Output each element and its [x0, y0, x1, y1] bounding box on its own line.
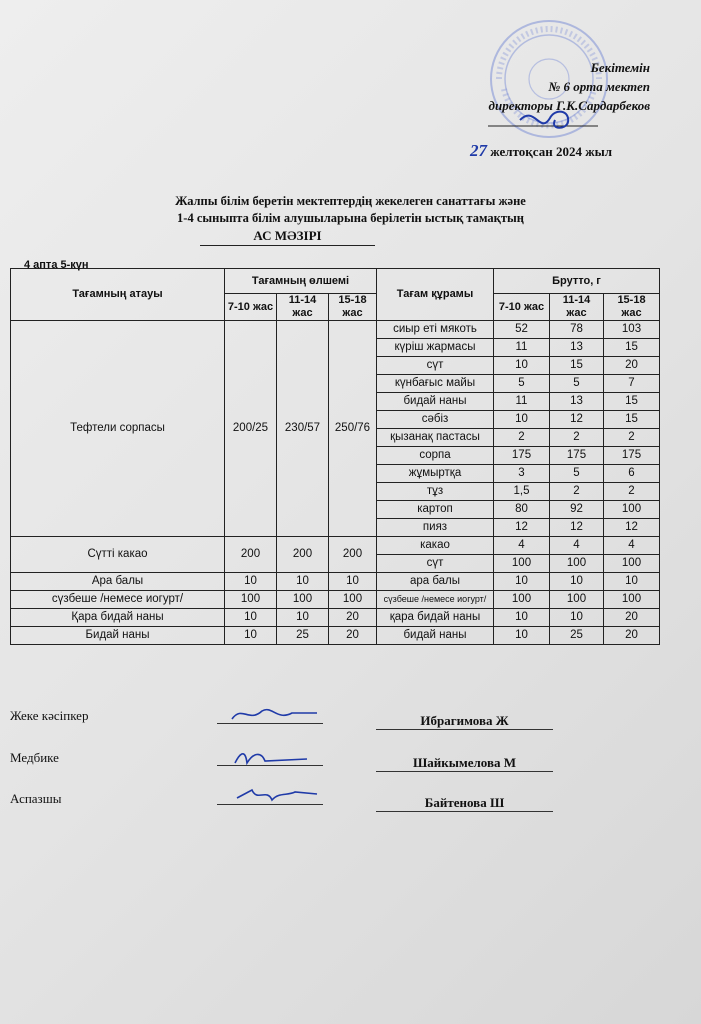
brutto-7-10-cell: 100	[494, 591, 550, 609]
brutto-11-14-cell: 10	[550, 609, 604, 627]
ingredient-cell: жұмыртқа	[377, 465, 494, 483]
header-portion-age-11-14: 11-14 жас	[277, 294, 329, 321]
ingredient-cell: бидай наны	[377, 627, 494, 645]
header-composition: Тағам құрамы	[377, 269, 494, 321]
portion-11-14-cell: 100	[277, 591, 329, 609]
portion-15-18-cell: 100	[329, 591, 377, 609]
brutto-7-10-cell: 11	[494, 339, 550, 357]
signature-name-3: Байтенова Ш	[376, 795, 553, 812]
portion-7-10-cell: 200/25	[225, 321, 277, 537]
brutto-11-14-cell: 100	[550, 591, 604, 609]
brutto-15-18-cell: 2	[604, 429, 660, 447]
brutto-7-10-cell: 11	[494, 393, 550, 411]
brutto-15-18-cell: 103	[604, 321, 660, 339]
approval-school: № 6 орта мектеп	[548, 79, 650, 94]
brutto-11-14-cell: 10	[550, 573, 604, 591]
brutto-15-18-cell: 100	[604, 591, 660, 609]
brutto-11-14-cell: 13	[550, 393, 604, 411]
portion-11-14-cell: 200	[277, 537, 329, 573]
portion-11-14-cell: 10	[277, 573, 329, 591]
portion-11-14-cell: 230/57	[277, 321, 329, 537]
brutto-7-10-cell: 3	[494, 465, 550, 483]
approval-date-rest: желтоқсан 2024 жыл	[490, 144, 613, 159]
brutto-7-10-cell: 12	[494, 519, 550, 537]
brutto-15-18-cell: 15	[604, 339, 660, 357]
brutto-7-10-cell: 52	[494, 321, 550, 339]
ingredient-cell: сорпа	[377, 447, 494, 465]
ingredient-cell: сиыр еті мякоть	[377, 321, 494, 339]
ingredient-cell: пияз	[377, 519, 494, 537]
brutto-11-14-cell: 12	[550, 519, 604, 537]
signature-name-1: Ибрагимова Ж	[376, 713, 553, 730]
ingredient-cell: қызанақ пастасы	[377, 429, 494, 447]
table-row	[11, 537, 660, 555]
signature-role-1: Жеке кәсіпкер	[10, 708, 89, 723]
brutto-7-10-cell: 80	[494, 501, 550, 519]
brutto-15-18-cell: 2	[604, 483, 660, 501]
dish-name-cell: Сүтті какао	[11, 537, 225, 573]
brutto-7-10-cell: 10	[494, 357, 550, 375]
brutto-15-18-cell: 15	[604, 411, 660, 429]
signature-role-2: Медбике	[10, 750, 59, 765]
signature-line-2	[217, 745, 323, 766]
dish-name-cell: Тефтели сорпасы	[11, 321, 225, 537]
ingredient-cell: какао	[377, 537, 494, 555]
week-label: 4 апта 5-күн	[24, 259, 89, 271]
portion-11-14-cell: 10	[277, 609, 329, 627]
brutto-7-10-cell: 10	[494, 573, 550, 591]
portion-7-10-cell: 10	[225, 573, 277, 591]
brutto-11-14-cell: 175	[550, 447, 604, 465]
table-row	[11, 321, 660, 339]
signature-scribble-2	[217, 745, 323, 767]
brutto-15-18-cell: 20	[604, 627, 660, 645]
brutto-15-18-cell: 100	[604, 501, 660, 519]
brutto-11-14-cell: 5	[550, 375, 604, 393]
portion-15-18-cell: 20	[329, 609, 377, 627]
ingredient-cell: күріш жармасы	[377, 339, 494, 357]
signature-scribble-3	[217, 784, 323, 806]
dish-name-cell: сүзбеше /немесе иогурт/	[11, 591, 225, 609]
brutto-7-10-cell: 1,5	[494, 483, 550, 501]
portion-7-10-cell: 10	[225, 609, 277, 627]
brutto-11-14-cell: 4	[550, 537, 604, 555]
brutto-7-10-cell: 175	[494, 447, 550, 465]
header-brutto-age-7-10: 7-10 жас	[494, 294, 550, 321]
brutto-15-18-cell: 7	[604, 375, 660, 393]
brutto-11-14-cell: 100	[550, 555, 604, 573]
ingredient-cell: сүзбеше /немесе иогурт/	[377, 591, 494, 609]
header-dish-name: Тағамның атауы	[11, 269, 225, 321]
signature-scribble-1	[217, 703, 323, 725]
portion-15-18-cell: 250/76	[329, 321, 377, 537]
brutto-7-10-cell: 10	[494, 411, 550, 429]
brutto-15-18-cell: 20	[604, 609, 660, 627]
ingredient-cell: қара бидай наны	[377, 609, 494, 627]
ingredient-cell: бидай наны	[377, 393, 494, 411]
brutto-11-14-cell: 2	[550, 429, 604, 447]
heading-line-2: 1-4 сыныпта білім алушыларына берілетін ыстық тамақтың	[177, 211, 524, 225]
portion-7-10-cell: 10	[225, 627, 277, 645]
header-brutto: Брутто, г	[494, 269, 660, 294]
brutto-15-18-cell: 175	[604, 447, 660, 465]
portion-15-18-cell: 10	[329, 573, 377, 591]
header-portion: Тағамның өлшемі	[225, 269, 377, 294]
brutto-11-14-cell: 12	[550, 411, 604, 429]
brutto-15-18-cell: 100	[604, 555, 660, 573]
signature-role-3: Аспазшы	[10, 791, 62, 806]
heading-line-1: Жалпы білім беретін мектептердің жекелеген санаттағы және	[175, 194, 526, 208]
table-row	[11, 627, 660, 645]
dish-name-cell: Қара бидай наны	[11, 609, 225, 627]
signature-name-2: Шайкымелова М	[376, 755, 553, 772]
menu-table-body	[11, 321, 660, 645]
signature-line-1	[217, 703, 323, 724]
ingredient-cell: ара балы	[377, 573, 494, 591]
brutto-11-14-cell: 25	[550, 627, 604, 645]
brutto-7-10-cell: 10	[494, 627, 550, 645]
ingredient-cell: сәбіз	[377, 411, 494, 429]
dish-name-cell: Бидай наны	[11, 627, 225, 645]
portion-7-10-cell: 100	[225, 591, 277, 609]
brutto-11-14-cell: 92	[550, 501, 604, 519]
approval-director: директоры Г.К.Сардарбеков	[488, 98, 650, 113]
ingredient-cell: сүт	[377, 357, 494, 375]
brutto-7-10-cell: 10	[494, 609, 550, 627]
approval-date-day: 27	[470, 141, 487, 160]
table-row	[11, 591, 660, 609]
brutto-7-10-cell: 100	[494, 555, 550, 573]
table-row	[11, 573, 660, 591]
ingredient-cell: сүт	[377, 555, 494, 573]
director-signature	[480, 100, 610, 140]
brutto-15-18-cell: 6	[604, 465, 660, 483]
brutto-15-18-cell: 12	[604, 519, 660, 537]
header-portion-age-7-10: 7-10 жас	[225, 294, 277, 321]
ingredient-cell: күнбағыс майы	[377, 375, 494, 393]
header-portion-age-15-18: 15-18 жас	[329, 294, 377, 321]
brutto-11-14-cell: 15	[550, 357, 604, 375]
menu-table	[10, 268, 660, 645]
brutto-11-14-cell: 2	[550, 483, 604, 501]
approval-date	[470, 141, 612, 161]
ingredient-cell: картоп	[377, 501, 494, 519]
brutto-15-18-cell: 10	[604, 573, 660, 591]
portion-15-18-cell: 20	[329, 627, 377, 645]
approval-word: Бекітемін	[590, 60, 650, 75]
table-row	[11, 609, 660, 627]
menu-title: АС МӘЗІРІ	[200, 228, 375, 246]
brutto-15-18-cell: 4	[604, 537, 660, 555]
portion-15-18-cell: 200	[329, 537, 377, 573]
signature-line-3	[217, 784, 323, 805]
brutto-11-14-cell: 13	[550, 339, 604, 357]
portion-7-10-cell: 200	[225, 537, 277, 573]
dish-name-cell: Ара балы	[11, 573, 225, 591]
brutto-15-18-cell: 15	[604, 393, 660, 411]
header-brutto-age-15-18: 15-18 жас	[604, 294, 660, 321]
header-brutto-age-11-14: 11-14 жас	[550, 294, 604, 321]
brutto-7-10-cell: 4	[494, 537, 550, 555]
brutto-7-10-cell: 5	[494, 375, 550, 393]
portion-11-14-cell: 25	[277, 627, 329, 645]
brutto-11-14-cell: 5	[550, 465, 604, 483]
ingredient-cell: тұз	[377, 483, 494, 501]
brutto-15-18-cell: 20	[604, 357, 660, 375]
brutto-7-10-cell: 2	[494, 429, 550, 447]
brutto-11-14-cell: 78	[550, 321, 604, 339]
